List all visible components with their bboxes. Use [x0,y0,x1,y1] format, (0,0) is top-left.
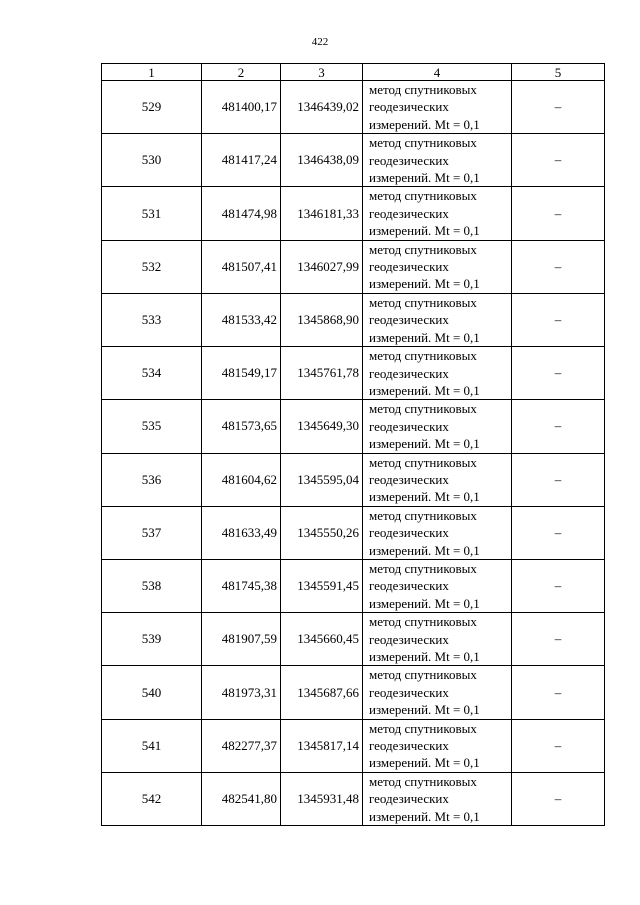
method-line-3: измерений. Mt = 0,1 [369,382,480,398]
method-line-1: метод спутниковых [369,454,477,470]
table-row [102,453,605,506]
method-line-2: геодезических [369,631,449,647]
method-line-3: измерений. Mt = 0,1 [369,223,480,239]
method-cell [363,666,512,719]
point-number: 542 [102,772,202,825]
note-cell: – [512,719,605,772]
point-number: 540 [102,666,202,719]
method-cell [363,506,512,559]
coordinate-x: 481417,24 [202,134,281,187]
method-line-3: измерений. Mt = 0,1 [369,170,480,186]
method-line-3: измерений. Mt = 0,1 [369,649,480,664]
note-cell: – [512,559,605,612]
point-number: 529 [102,81,202,134]
note-cell: – [512,81,605,134]
method-line-1: метод спутниковых [369,560,477,576]
coordinate-x: 481973,31 [202,666,281,719]
coordinate-x: 482277,37 [202,719,281,772]
coordinate-y: 1345931,48 [281,772,363,825]
table-row [102,400,605,453]
table-header-row [102,64,605,81]
method-line-3: измерений. Mt = 0,1 [369,116,480,132]
point-number: 533 [102,293,202,346]
method-line-3: измерений. Mt = 0,1 [369,808,480,824]
method-line-1: метод спутниковых [369,241,477,257]
method-line-2: геодезических [369,578,449,594]
table-row [102,347,605,400]
method-line-3: измерений. Mt = 0,1 [369,436,480,452]
method-line-2: геодезических [369,418,449,434]
coordinate-y: 1345591,45 [281,559,363,612]
method-line-3: измерений. Mt = 0,1 [369,755,480,771]
method-cell [363,81,512,134]
table-row [102,81,605,134]
point-number: 534 [102,347,202,400]
note-cell: – [512,453,605,506]
method-line-1: метод спутниковых [369,294,477,310]
method-line-1: метод спутниковых [369,773,477,789]
coordinate-y: 1346438,09 [281,134,363,187]
table-row [102,240,605,293]
method-line-1: метод спутниковых [369,667,477,683]
coordinate-y: 1345595,04 [281,453,363,506]
method-line-2: геодезических [369,684,449,700]
method-line-2: геодезических [369,99,449,115]
method-line-2: геодезических [369,471,449,487]
coordinate-y: 1345868,90 [281,293,363,346]
table-row [102,293,605,346]
column-header-3: 3 [281,64,363,81]
coordinate-y: 1345660,45 [281,613,363,666]
method-cell [363,187,512,240]
coordinate-x: 481604,62 [202,453,281,506]
coordinate-x: 481533,42 [202,293,281,346]
note-cell: – [512,506,605,559]
method-line-3: измерений. Mt = 0,1 [369,542,480,558]
coordinate-x: 481907,59 [202,613,281,666]
method-line-3: измерений. Mt = 0,1 [369,595,480,611]
method-cell [363,240,512,293]
point-number: 538 [102,559,202,612]
method-line-3: измерений. Mt = 0,1 [369,329,480,345]
coordinate-x: 481507,41 [202,240,281,293]
point-number: 536 [102,453,202,506]
note-cell: – [512,293,605,346]
table-row [102,187,605,240]
point-number: 541 [102,719,202,772]
coordinate-x: 481633,49 [202,506,281,559]
method-cell [363,613,512,666]
point-number: 539 [102,613,202,666]
coordinate-y: 1345649,30 [281,400,363,453]
method-line-2: геодезических [369,738,449,754]
method-cell [363,559,512,612]
method-line-1: метод спутниковых [369,348,477,364]
table-row [102,772,605,825]
table-row [102,613,605,666]
table-row [102,666,605,719]
method-line-1: метод спутниковых [369,135,477,151]
coordinate-x: 481745,38 [202,559,281,612]
point-number: 537 [102,506,202,559]
method-cell [363,134,512,187]
method-line-2: геодезических [369,791,449,807]
coordinate-y: 1346181,33 [281,187,363,240]
table-row [102,559,605,612]
note-cell: – [512,347,605,400]
method-line-1: метод спутниковых [369,507,477,523]
method-line-2: геодезических [369,312,449,328]
coordinate-x: 481549,17 [202,347,281,400]
page-number: 422 [311,36,329,48]
point-number: 530 [102,134,202,187]
note-cell: – [512,187,605,240]
coordinate-x: 481400,17 [202,81,281,134]
coordinate-y: 1345817,14 [281,719,363,772]
method-line-3: измерений. Mt = 0,1 [369,276,480,292]
method-line-3: измерений. Mt = 0,1 [369,489,480,505]
coordinate-x: 482541,80 [202,772,281,825]
coordinate-y: 1346027,99 [281,240,363,293]
method-line-2: геодезических [369,365,449,381]
method-cell [363,719,512,772]
note-cell: – [512,134,605,187]
method-line-1: метод спутниковых [369,720,477,736]
column-header-2: 2 [202,64,281,81]
table-row [102,134,605,187]
method-line-1: метод спутниковых [369,614,477,630]
table-row [102,506,605,559]
point-number: 532 [102,240,202,293]
method-line-2: геодезических [369,205,449,221]
method-line-2: геодезических [369,152,449,168]
column-header-5: 5 [512,64,605,81]
note-cell: – [512,240,605,293]
method-line-3: измерений. Mt = 0,1 [369,702,480,718]
coordinate-y: 1346439,02 [281,81,363,134]
method-line-2: геодезических [369,259,449,275]
coordinate-y: 1345550,26 [281,506,363,559]
column-header-1: 1 [102,64,202,81]
column-header-4: 4 [363,64,512,81]
method-line-1: метод спутниковых [369,82,477,97]
method-line-2: геодезических [369,525,449,541]
note-cell: – [512,772,605,825]
method-cell [363,453,512,506]
method-cell [363,772,512,825]
coordinate-y: 1345687,66 [281,666,363,719]
coordinate-x: 481474,98 [202,187,281,240]
point-number: 531 [102,187,202,240]
method-cell [363,400,512,453]
method-cell [363,347,512,400]
note-cell: – [512,613,605,666]
note-cell: – [512,666,605,719]
method-line-1: метод спутниковых [369,188,477,204]
coordinate-x: 481573,65 [202,400,281,453]
method-cell [363,293,512,346]
note-cell: – [512,400,605,453]
table-row [102,719,605,772]
method-line-1: метод спутниковых [369,401,477,417]
coordinates-table [101,63,605,826]
coordinate-y: 1345761,78 [281,347,363,400]
point-number: 535 [102,400,202,453]
